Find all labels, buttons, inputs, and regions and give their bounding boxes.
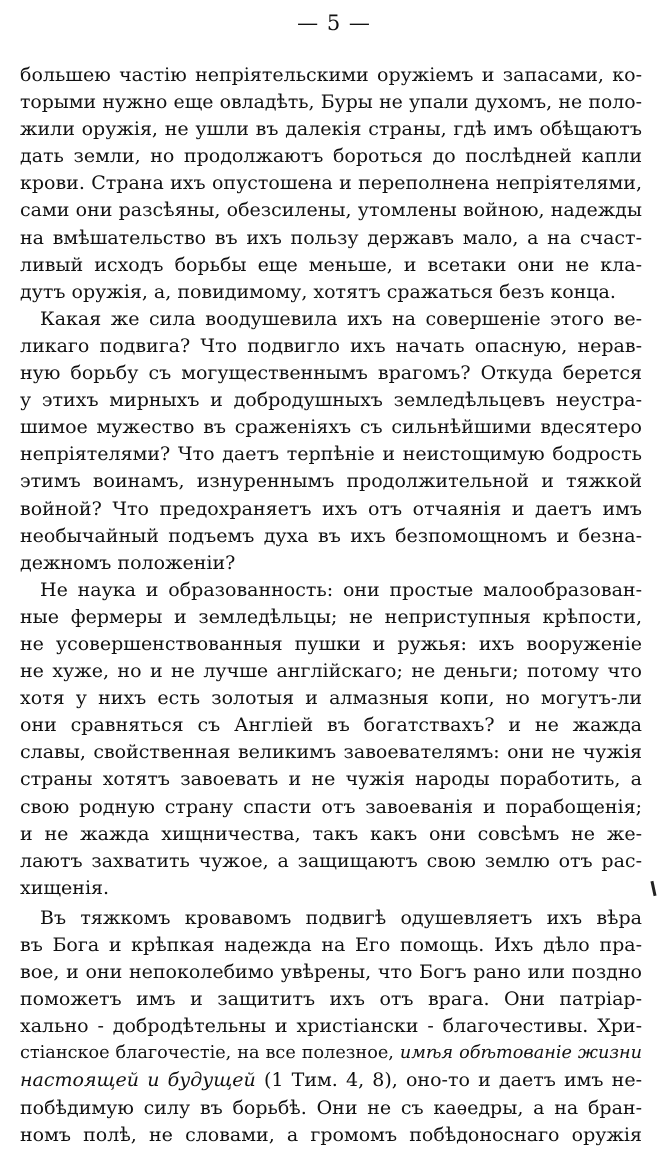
paragraph-4 xyxy=(20,905,642,1149)
text-line: поможетъ имъ и защититъ ихъ отъ врага. Они патріар- xyxy=(20,988,642,1011)
text-line: хально - добродѣтельны и христіански - благочестивы. Хри- xyxy=(20,1015,642,1038)
text-line: дать земли, но продолжаютъ бороться до послѣдней капли xyxy=(20,145,642,168)
text-body xyxy=(20,62,642,1149)
text-line: дутъ оружія, а, повидимому, хотятъ сражаться безъ конца. xyxy=(20,280,616,303)
paragraph-1 xyxy=(20,62,642,306)
text-line: дежномъ положеніи? xyxy=(20,551,236,574)
text-line: ные фермеры и земледѣльцы; не неприступныя крѣпости, xyxy=(20,605,642,628)
text-line: крови. Страна ихъ опустошена и переполнена непріятелями, xyxy=(20,172,642,195)
text-line: не хуже, но и не лучше англійскаго; не деньги; потому что xyxy=(20,660,642,683)
text-line: славы, свойственная великимъ завоевателямъ: они не чужія xyxy=(20,741,642,764)
italic-quote: настоящей и будущей xyxy=(20,1069,256,1092)
text-line: у этихъ мирныхъ и добродушныхъ земледѣльцевъ неустра- xyxy=(20,389,642,412)
text-line: ликаго подвига? Что подвигло ихъ начать опасную, нерав- xyxy=(20,334,642,357)
text-line: Въ тяжкомъ кровавомъ подвигѣ одушевляетъ ихъ вѣра xyxy=(40,906,642,929)
text-line: не усовершенствованныя пушки и ружья: ихъ вооруженіе xyxy=(20,632,642,655)
text-line: въ Бога и крѣпкая надежда на Его помощь. Ихъ дѣло пра- xyxy=(20,934,642,956)
text-line: войной? Что предохраняетъ ихъ отъ отчаянія и даетъ имъ xyxy=(20,497,642,520)
text-line: побѣдимую силу въ борьбѣ. Они не съ каѳедры, а на бран- xyxy=(20,1096,642,1119)
text-line: сами они разсѣяны, обезсилены, утомлены войною, надежды xyxy=(20,199,642,222)
text-line: шимое мужество въ сраженіяхъ съ сильнѣйшими вдесятеро xyxy=(20,416,642,439)
text-line: хищенія. xyxy=(20,876,110,899)
text-segment: стіанское благочестіе, на все полезное, xyxy=(20,1043,400,1064)
text-line: жили оружія, не ушли въ далекія страны, гдѣ имъ обѣщаютъ xyxy=(20,118,642,141)
text-line: ную борьбу съ могущественнымъ врагомъ? Откуда берется xyxy=(20,362,642,385)
text-line: страны хотятъ завоевать и не чужія народы поработить, а xyxy=(20,768,642,791)
text-line: необычайный подъемъ духа въ ихъ безпомощномъ и безна- xyxy=(20,524,642,547)
text-line: свою родную страну спасти отъ завоеванія и порабощенія; xyxy=(20,795,642,818)
text-line: большею частію непріятельскими оружіемъ и запасами, ко- xyxy=(20,64,642,86)
text-line-mixed xyxy=(20,1040,642,1067)
text-line: непріятелями? Что даетъ терпѣніе и неистощимую бодрость xyxy=(20,443,642,466)
text-line-mixed xyxy=(20,1067,642,1094)
text-line: и не жажда хищничества, такъ какъ они совсѣмъ не же- xyxy=(20,822,642,845)
text-line: они сравняться съ Англіей въ богатствахъ? и не жажда xyxy=(20,714,642,737)
text-segment: (1 Тим. 4, 8), оно-то и даетъ имъ не- xyxy=(255,1069,642,1092)
text-line: вое, и они непоколебимо увѣрены, что Богъ рано или поздно xyxy=(20,961,642,984)
text-line: Какая же сила воодушевила ихъ на совершеніе этого ве- xyxy=(40,307,642,330)
text-line: этимъ воинамъ, изнуреннымъ продолжительной и тяжкой xyxy=(20,470,642,493)
text-line: номъ полѣ, не словами, а громомъ побѣдоноснаго оружія xyxy=(20,1123,642,1146)
text-line: на вмѣшательство въ ихъ пользу державъ мало, а на счаст- xyxy=(20,226,642,249)
paragraph-2 xyxy=(20,306,642,577)
text-line: Не наука и образованность: они простые малообразован- xyxy=(40,578,642,601)
text-line: хотя у нихъ есть золотыя и алмазныя копи, но могутъ-ли xyxy=(20,687,642,710)
paragraph-3 xyxy=(20,577,642,902)
margin-pencil-mark xyxy=(650,881,656,896)
text-line: торыми нужно еще овладѣть, Буры не упали духомъ, не поло- xyxy=(20,91,642,114)
italic-quote: имѣя обѣтованіе жизни xyxy=(399,1043,642,1064)
text-line: лаютъ захватить чужое, а защищаютъ свою землю отъ рас- xyxy=(20,849,642,872)
text-line: ливый исходъ борьбы еще меньше, и всетаки они не кла- xyxy=(20,253,642,276)
page-number: — 5 — xyxy=(297,11,371,35)
